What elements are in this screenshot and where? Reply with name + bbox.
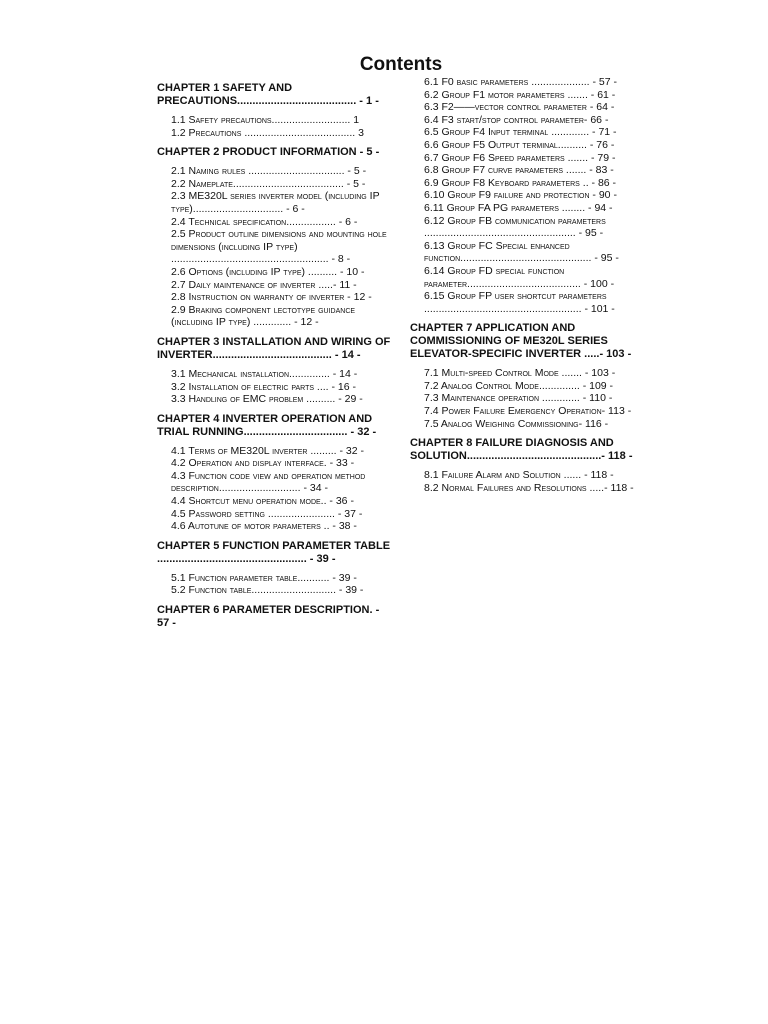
toc-section-entry[interactable]: 2.7 Daily maintenance of inverter .....- 11 - (171, 278, 357, 291)
toc-section-entry[interactable]: 6.1 F0 basic parameters .................... - 57 - (424, 76, 618, 88)
toc-section-entry[interactable]: 2.5 Product outline dimensions and mounting hole dimensions (including IP type) ...................................................... - 8 - (171, 228, 387, 266)
toc-section-entry[interactable]: 4.4 Shortcut menu operation mode.. - 36 - (171, 495, 354, 508)
toc-section-entry[interactable]: 6.12 Group FB communication parameters .................................................... - 95 - (424, 214, 606, 240)
toc-section-entry[interactable]: 2.3 ME320L series inverter model (including IP type)............................... - 6 - (171, 190, 380, 215)
toc-section-entry[interactable]: 3.2 Installation of electric parts .... - 16 - (171, 380, 357, 393)
toc-section-entry[interactable]: 7.5 Analog Weighing Commissioning- 116 - (424, 417, 609, 430)
toc-section-entry[interactable]: 4.5 Password setting ....................... - 37 - (171, 507, 363, 520)
toc-section-entry[interactable]: 6.8 Group F7 curve parameters ....... - 83 - (424, 164, 614, 177)
toc-section-entry[interactable]: 6.2 Group F1 motor parameters ....... - 61 - (424, 88, 616, 101)
toc-section-entry[interactable]: 4.1 Terms of ME320L inverter ......... - 32 - (171, 444, 365, 457)
toc-section-entry[interactable]: 8.1 Failure Alarm and Solution ...... - 118 - (424, 469, 614, 482)
toc-section-entry[interactable]: 5.1 Function parameter table........... - 39 - (171, 571, 357, 584)
toc-section-entry[interactable]: 4.6 Autotune of motor parameters .. - 38 - (171, 520, 357, 533)
toc-section-entry[interactable]: 7.2 Analog Control Mode.............. - 109 - (424, 379, 614, 392)
toc-section-entry[interactable]: 3.1 Mechanical installation.............. - 14 - (171, 367, 358, 380)
toc-section-entry[interactable]: 1.2 Precautions ...................................... 3 (171, 126, 364, 139)
toc-section-entry[interactable]: 7.3 Maintenance operation ............. - 110 - (424, 392, 613, 405)
toc-chapter-entry[interactable]: CHAPTER 4 INVERTER OPERATION AND TRIAL RUNNING.................................. - 32 - (157, 412, 377, 438)
toc-section-entry[interactable]: 6.13 Group FC Special enhanced function............................................. - 95 - (424, 239, 619, 265)
toc-section-entry[interactable]: 2.4 Technical specification................. - 6 - (171, 215, 358, 228)
toc-section-entry[interactable]: 6.4 F3 start/stop control parameter- 66 - (424, 113, 609, 126)
toc-section-entry[interactable]: 4.2 Operation and display interface. - 33 - (171, 457, 355, 470)
toc-section-entry[interactable]: 6.14 Group FD special function parameter....................................... - 100 - (424, 264, 615, 290)
toc-chapter-entry[interactable]: CHAPTER 1 SAFETY AND PRECAUTIONS....................................... - 1 - (157, 82, 379, 107)
toc-section-entry[interactable]: 6.9 Group F8 Keyboard parameters .. - 86 - (424, 176, 617, 189)
toc-section-entry[interactable]: 2.6 Options (including IP type) .......... - 10 - (171, 265, 365, 278)
toc-chapter-entry[interactable]: CHAPTER 2 PRODUCT INFORMATION - 5 - (157, 146, 380, 159)
toc-chapter-entry[interactable]: CHAPTER 7 APPLICATION AND COMMISSIONING OF ME320L SERIES ELEVATOR-SPECIFIC INVERTER .....- 103 - (410, 322, 632, 361)
toc-section-entry[interactable]: 2.9 Braking component lectotype guidance (including IP type) ............. - 12 - (171, 303, 356, 329)
toc-section-entry[interactable]: 3.3 Handling of EMC problem .......... - 29 - (171, 393, 363, 406)
toc-chapter-entry[interactable]: CHAPTER 3 INSTALLATION AND WIRING OF INVERTER....................................... - 14 - (157, 335, 391, 361)
toc-section-entry[interactable]: 7.4 Power Failure Emergency Operation- 113 - (424, 405, 632, 418)
toc-section-entry[interactable]: 6.6 Group F5 Output terminal.......... - 76 - (424, 138, 615, 151)
toc-section-entry[interactable]: 4.3 Function code view and operation method description............................ - 34 - (171, 469, 366, 495)
toc-section-entry[interactable]: 8.2 Normal Failures and Resolutions .....- 118 - (424, 481, 634, 494)
toc-section-entry[interactable]: 6.10 Group F9 failure and protection - 90 - (424, 189, 617, 202)
toc-section-entry[interactable]: 6.3 F2——vector control parameter - 64 - (424, 101, 615, 114)
toc-left-column (157, 82, 392, 636)
toc-section-entry[interactable]: 6.15 Group FP user shortcut parameters ...................................................... - 101 - (424, 290, 615, 315)
toc-section-entry[interactable]: 2.1 Naming rules ................................. - 5 - (171, 165, 367, 178)
toc-chapter-entry[interactable]: CHAPTER 8 FAILURE DIAGNOSIS AND SOLUTION............................................- 118 - (410, 437, 633, 463)
toc-section-entry[interactable]: 6.5 Group F4 Input terminal ............. - 71 - (424, 126, 617, 139)
toc-section-entry[interactable]: 6.7 Group F6 Speed parameters ....... - 79 - (424, 151, 616, 164)
toc-section-entry[interactable]: 2.8 Instruction on warranty of inverter - 12 - (171, 291, 372, 304)
toc-right-column (410, 76, 646, 494)
toc-section-entry[interactable]: 7.1 Multi-speed Control Mode ....... - 103 - (424, 367, 616, 380)
toc-section-entry[interactable]: 6.11 Group FA PG parameters ........ - 94 - (424, 201, 613, 214)
toc-section-entry[interactable]: 5.2 Function table............................. - 39 - (171, 584, 364, 597)
toc-section-entry[interactable]: 1.1 Safety precautions........................... 1 (171, 114, 360, 126)
toc-chapter-entry[interactable]: CHAPTER 6 PARAMETER DESCRIPTION. - 57 - (157, 604, 380, 630)
page-title: Contents (359, 54, 443, 75)
toc-section-entry[interactable]: 2.2 Nameplate...................................... - 5 - (171, 177, 366, 190)
toc-chapter-entry[interactable]: CHAPTER 5 FUNCTION PARAMETER TABLE ................................................. - 39 - (157, 539, 391, 565)
